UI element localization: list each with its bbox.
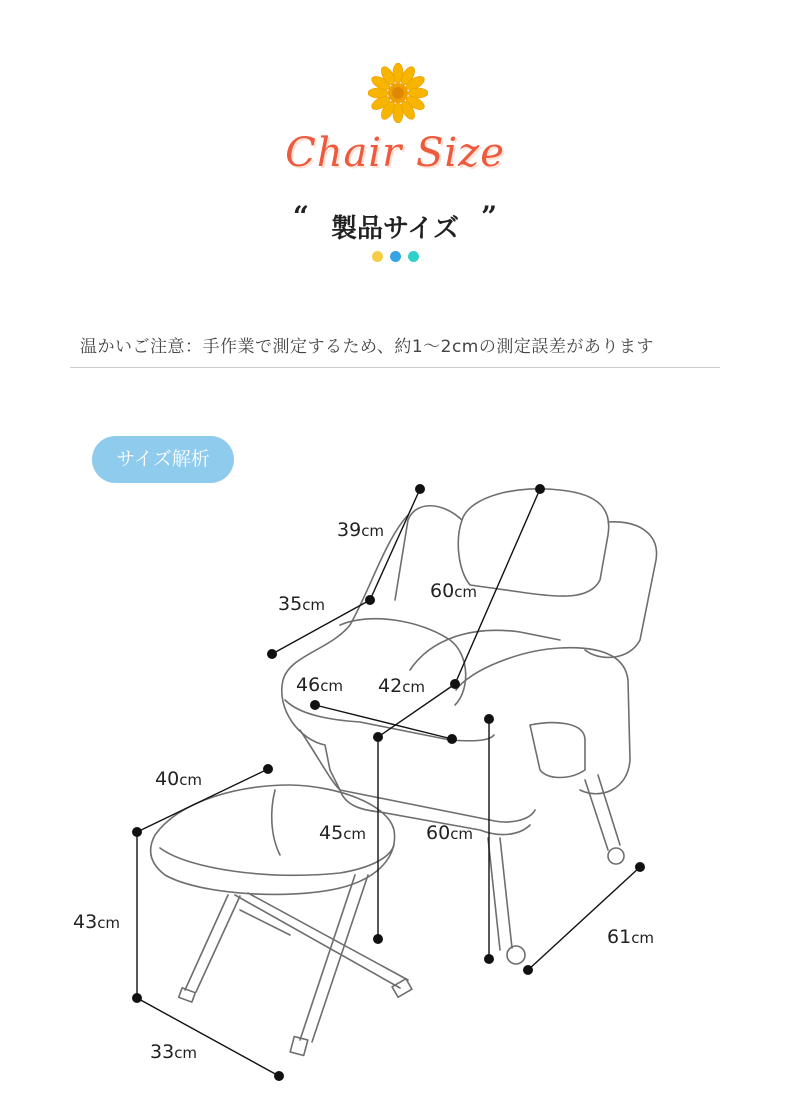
dim-label-ottoman-width: 40cm (155, 768, 203, 790)
quote-open: “ (292, 200, 310, 233)
dimension-lines (137, 489, 640, 1076)
measurement-notice: 温かいご注意：手作業で測定するため、約1〜2cmの測定誤差があります (80, 337, 654, 357)
quote-close: ” (480, 200, 498, 233)
dim-label-back-height: 60cm (430, 580, 478, 602)
dim-label-seat-depth: 42cm (378, 675, 426, 697)
dim-label-seat-height: 45cm (319, 822, 367, 844)
subtitle-text: 製品サイズ (331, 214, 459, 244)
dim-label-base-depth: 61cm (607, 926, 655, 948)
dim-label-ottoman-depth: 33cm (150, 1041, 198, 1063)
page-title: Chair Size (285, 130, 505, 176)
chair-outline (282, 489, 657, 964)
dim-label-back-top: 39cm (337, 519, 385, 541)
dim-label-ottoman-height: 43cm (73, 911, 121, 933)
size-analysis-tag: サイズ解析 (92, 436, 234, 483)
dim-label-arm-height: 60cm (426, 822, 474, 844)
ottoman-outline (151, 785, 412, 1056)
dim-label-back-side: 35cm (278, 593, 326, 615)
dimension-endpoints (132, 484, 645, 1081)
dim-label-seat-width: 46cm (296, 674, 344, 696)
